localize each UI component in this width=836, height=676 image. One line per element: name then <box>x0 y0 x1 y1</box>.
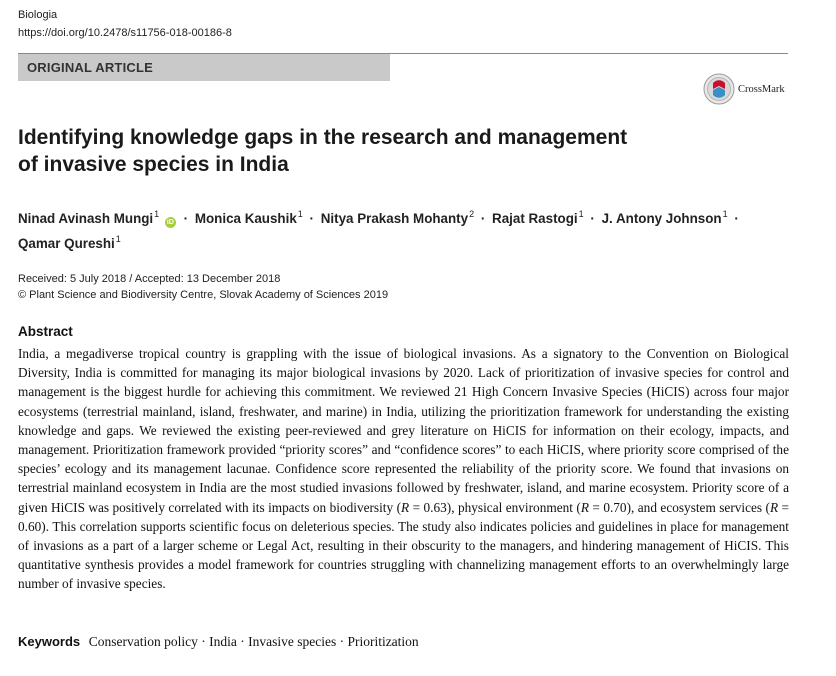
journal-name: Biologia <box>18 9 58 21</box>
copyright-notice: © Plant Science and Biodiversity Centre, Slovak Academy of Sciences 2019 <box>18 289 389 301</box>
orcid-icon[interactable]: iD <box>166 219 174 226</box>
keywords-list: Conservation policy · India · Invasive species · Prioritization <box>88 634 419 649</box>
author-separator: · <box>480 211 486 226</box>
author-name[interactable]: Ninad Avinash Mungi <box>18 211 154 226</box>
article-type-bar: ORIGINAL ARTICLE <box>18 54 390 81</box>
abstract-text: India, a megadiverse tropical country is grappling with the issue of biological invasions. As a signatory to the Convention on Biological Diversity, India is committed for managing its major biological invasions by 2020. Lack of prioritization of invasive species for control and management is the biggest hurdle for achieving this commitment. We reviewed 21 High Concern Invasive Species (HiCIS) across four major ecosystems (terrestrial mainland, island, freshwater, and marine) in India, utilizing the prioritization framework for understanding the existing knowledge and gaps. We reviewed the existing peer-reviewed and grey literature on HiCIS for information on their ecology, impacts, and management. Prioritization framework provided “priority scores” and “confidence scores” to each HiCIS, where priority score comprised of the species’ ecology and its management lacunae. Confidence score represented the reliability of the priority score. We found that invasions on terrestrial mainland ecosystem in India are the most studied invasions followed by freshwater, island, and marine ecosystem. Priority score of a given HiCIS was positively correlated with its impacts on biodiversity (R = 0.63), physical environment (R = 0.70), and ecosystem services (R = 0.60). This correlation supports scientific focus on deleterious species. The study also indicates policies and guidelines in place for management of invasions as a part of a larger scheme or Legal Act, resulting in their obscurity to the managers, and hindering management of HiCIS. This quantitative synthesis provides a model framework for countries struggling with channelizing management efforts to an overwhelmingly large number of invasive species. <box>18 346 790 592</box>
title-line-1: Identifying knowledge gaps in the research and management <box>18 126 628 149</box>
author-affiliation: 2 <box>469 209 475 219</box>
author-name[interactable]: Monica Kaushik <box>194 211 297 226</box>
author-affiliation: 1 <box>154 209 160 219</box>
abstract-heading: Abstract <box>18 324 73 339</box>
article-title <box>18 124 718 178</box>
keywords-label: Keywords <box>18 634 81 649</box>
crossmark-icon <box>703 73 735 105</box>
article-dates: Received: 5 July 2018 / Accepted: 13 December 2018 <box>18 273 281 285</box>
crossmark-badge[interactable] <box>703 72 789 106</box>
author-name[interactable]: J. Antony Johnson <box>601 211 722 226</box>
doi-link[interactable]: https://doi.org/10.2478/s11756-018-00186-8 <box>18 27 232 39</box>
author-separator: · <box>309 211 315 226</box>
crossmark-label: CrossMark <box>738 83 785 95</box>
author-separator: · <box>590 211 595 226</box>
keywords-section <box>18 634 419 650</box>
author-name[interactable]: Nitya Prakash Mohanty <box>320 211 469 226</box>
author-affiliation: 1 <box>115 234 121 244</box>
author-affiliation: 1 <box>578 209 584 219</box>
author-list <box>18 204 778 254</box>
author-separator: · <box>183 211 189 226</box>
author-name[interactable]: Qamar Qureshi <box>18 236 115 251</box>
title-line-2: of invasive species in India <box>18 153 289 176</box>
author-name[interactable]: Rajat Rastogi <box>492 211 578 226</box>
author-affiliation: 1 <box>722 209 728 219</box>
author-separator: · <box>734 211 739 226</box>
author-affiliation: 1 <box>297 209 303 219</box>
